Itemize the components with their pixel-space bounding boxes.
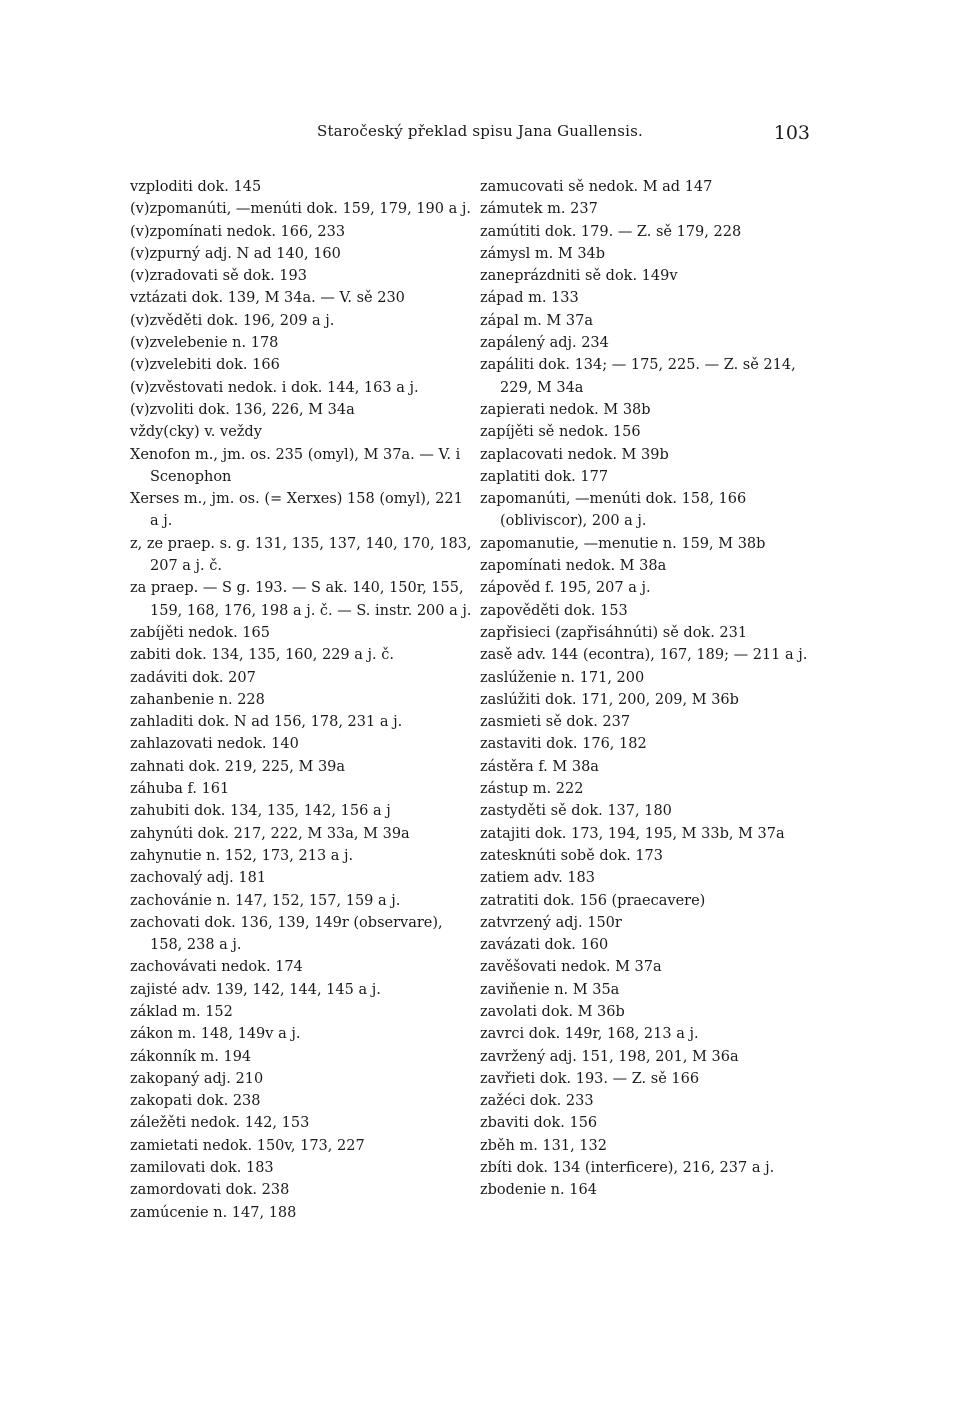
index-entry: zavěšovati nedok. M 37a bbox=[480, 959, 662, 976]
index-entry: Xerses m., jm. os. (= Xerxes) 158 (omyl), 221 a j. bbox=[130, 491, 463, 530]
index-entry: zapomínati nedok. M 38a bbox=[480, 558, 667, 575]
index-entry: zahladiti dok. N ad 156, 178, 231 a j. bbox=[130, 714, 403, 731]
index-entry: zápal m. M 37a bbox=[480, 312, 593, 329]
index-entry: vždy(cky) v. veždy bbox=[130, 424, 262, 441]
index-entry: zamucovati sě nedok. M ad 147 bbox=[480, 179, 713, 195]
index-entry: (v)zvoliti dok. 136, 226, M 34a bbox=[130, 401, 355, 418]
index-entry: (v)zvěstovati nedok. i dok. 144, 163 a j. bbox=[130, 379, 419, 396]
index-entry: zavolati dok. M 36b bbox=[480, 1003, 625, 1020]
index-entry: zachovalý adj. 181 bbox=[130, 870, 267, 887]
index-entry: zavázati dok. 160 bbox=[480, 937, 609, 954]
index-entry: (v)zvelebenie n. 178 bbox=[130, 335, 279, 352]
index-entry: zamúcenie n. 147, 188 bbox=[130, 1204, 297, 1221]
index-entry: zahnati dok. 219, 225, M 39a bbox=[130, 758, 346, 775]
index-entry: zaneprázdniti sě dok. 149v bbox=[480, 268, 678, 285]
index-entry: záhuba f. 161 bbox=[130, 781, 230, 798]
index-entry: zbodenie n. 164 bbox=[480, 1182, 597, 1199]
index-entry: záležěti nedok. 142, 153 bbox=[130, 1115, 310, 1132]
index-entry: zamútiti dok. 179. — Z. sě 179, 228 bbox=[480, 223, 742, 240]
right-column bbox=[480, 176, 820, 1202]
index-entry: zapověděti dok. 153 bbox=[480, 602, 628, 619]
index-entry: zakopati dok. 238 bbox=[130, 1093, 261, 1110]
index-entry: zámutek m. 237 bbox=[480, 201, 598, 218]
index-entry: zavřieti dok. 193. — Z. sě 166 bbox=[480, 1070, 700, 1087]
index-entry: zachovati dok. 136, 139, 149r (observare), 158, 238 a j. bbox=[130, 914, 443, 954]
index-entry: zatiem adv. 183 bbox=[480, 870, 595, 887]
index-entry: zbaviti dok. 156 bbox=[480, 1115, 598, 1132]
index-entry: zaslúžiti dok. 171, 200, 209, M 36b bbox=[480, 691, 739, 708]
index-entry: zasmieti sě dok. 237 bbox=[480, 714, 631, 731]
index-entry: zastyděti sě dok. 137, 180 bbox=[480, 803, 672, 820]
index-entry: zadáviti dok. 207 bbox=[130, 669, 256, 686]
index-entry: zavrci dok. 149r, 168, 213 a j. bbox=[480, 1026, 699, 1043]
index-entry: zapáliti dok. 134; — 175, 225. — Z. sě 214, 229, M 34a bbox=[480, 357, 796, 396]
index-entry: zabíjěti nedok. 165 bbox=[130, 624, 270, 641]
index-entry: zatvrzený adj. 150r bbox=[480, 914, 622, 931]
index-entry: zapřisieci (zapřisáhnúti) sě dok. 231 bbox=[480, 624, 748, 641]
index-entry: zaviňenie n. M 35a bbox=[480, 981, 620, 998]
page-number: 103 bbox=[773, 122, 810, 144]
index-entry: zákon m. 148, 149v a j. bbox=[130, 1026, 301, 1043]
left-column bbox=[130, 176, 475, 1224]
index-entry: zástup m. 222 bbox=[480, 781, 584, 798]
index-entry: zahynúti dok. 217, 222, M 33a, M 39a bbox=[130, 825, 410, 842]
index-entry: zahubiti dok. 134, 135, 142, 156 a j bbox=[130, 803, 391, 820]
index-entry: z, ze praep. s. g. 131, 135, 137, 140, 170, 183, 207 a j. č. bbox=[130, 535, 472, 575]
index-entry: zachovávati nedok. 174 bbox=[130, 959, 303, 976]
index-entry: zamordovati dok. 238 bbox=[130, 1182, 290, 1199]
index-entry: zahanbenie n. 228 bbox=[130, 691, 265, 708]
index-entry: zažéci dok. 233 bbox=[480, 1093, 594, 1110]
index-entry: za praep. — S g. 193. — S ak. 140, 150r, 155, 159, 168, 176, 198 a j. č. — S. instr. 200 a j. bbox=[130, 580, 472, 619]
index-entry: zaplatiti dok. 177 bbox=[480, 468, 609, 485]
index-entry: zajisté adv. 139, 142, 144, 145 a j. bbox=[130, 981, 381, 998]
index-entry: zakopaný adj. 210 bbox=[130, 1070, 264, 1087]
index-entry: zástěra f. M 38a bbox=[480, 758, 599, 775]
index-entry: zastaviti dok. 176, 182 bbox=[480, 736, 647, 753]
index-entry: zabiti dok. 134, 135, 160, 229 a j. č. bbox=[130, 647, 394, 664]
index-entry: západ m. 133 bbox=[480, 290, 579, 307]
index-entry: (v)zradovati sě dok. 193 bbox=[130, 268, 307, 285]
index-entry: zákonník m. 194 bbox=[130, 1048, 252, 1065]
index-entry: zahlazovati nedok. 140 bbox=[130, 736, 299, 753]
index-entry: Xenofon m., jm. os. 235 (omyl), M 37a. — V. i Scenophon bbox=[130, 446, 461, 485]
index-entry: vztázati dok. 139, M 34a. — V. sě 230 bbox=[130, 290, 405, 307]
index-entry: zahynutie n. 152, 173, 213 a j. bbox=[130, 847, 354, 864]
running-title: Staročeský překlad spisu Jana Guallensis. bbox=[316, 122, 644, 140]
index-entry: zbíti dok. 134 (interficere), 216, 237 a j. bbox=[480, 1160, 775, 1177]
index-entry: zasě adv. 144 (econtra), 167, 189; — 211 a j. bbox=[480, 647, 808, 664]
index-entry: zamietati nedok. 150v, 173, 227 bbox=[130, 1137, 365, 1154]
index-entry: (v)zvelebiti dok. 166 bbox=[130, 357, 280, 374]
index-entry: zatratiti dok. 156 (praecavere) bbox=[480, 892, 706, 909]
index-entry: (v)zpomanúti, —menúti dok. 159, 179, 190 a j. bbox=[130, 201, 471, 218]
index-entry: zběh m. 131, 132 bbox=[480, 1137, 607, 1154]
index-entry: zapomanúti, —menúti dok. 158, 166 (obliviscor), 200 a j. bbox=[480, 491, 747, 530]
index-entry: (v)zpurný adj. N ad 140, 160 bbox=[130, 245, 341, 262]
index-entry: zaplacovati nedok. M 39b bbox=[480, 446, 669, 463]
index-entry: zachovánie n. 147, 152, 157, 159 a j. bbox=[130, 892, 401, 909]
index-entry: (v)zpomínati nedok. 166, 233 bbox=[130, 223, 346, 240]
index-entry: zapálený adj. 234 bbox=[480, 335, 609, 352]
index-entry: zapíjěti sě nedok. 156 bbox=[480, 424, 641, 441]
index-entry: zapomanutie, —menutie n. 159, M 38b bbox=[480, 535, 766, 552]
index-entry: vzploditi dok. 145 bbox=[130, 179, 262, 195]
index-entry: zatesknúti sobě dok. 173 bbox=[480, 847, 664, 864]
index-entry: zapierati nedok. M 38b bbox=[480, 401, 651, 418]
index-entry: základ m. 152 bbox=[130, 1003, 233, 1020]
index-entry: zámysl m. M 34b bbox=[480, 245, 606, 262]
index-entry: zatajiti dok. 173, 194, 195, M 33b, M 37a bbox=[480, 825, 785, 842]
index-entry: zavržený adj. 151, 198, 201, M 36a bbox=[480, 1048, 739, 1065]
index-entry: (v)zvěděti dok. 196, 209 a j. bbox=[130, 312, 335, 329]
index-entry: zápověd f. 195, 207 a j. bbox=[480, 580, 651, 597]
index-entry: zaslúženie n. 171, 200 bbox=[480, 669, 645, 686]
index-entry: zamilovati dok. 183 bbox=[130, 1160, 274, 1177]
